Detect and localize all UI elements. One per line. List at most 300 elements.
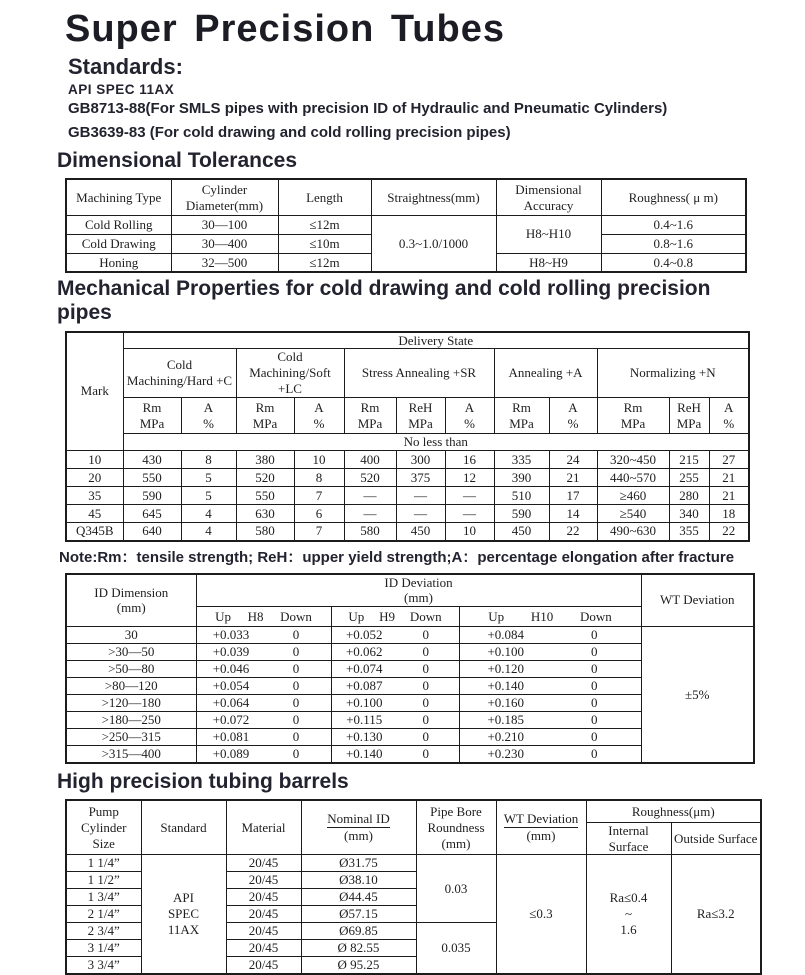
cell: 7 [294, 487, 344, 505]
up-value: +0.084 [487, 627, 525, 643]
cell: 5 [181, 469, 236, 487]
cell: 21 [709, 487, 749, 505]
unit-header [344, 398, 396, 434]
cell: Cold Rolling [66, 215, 171, 234]
column-header-material: Material [226, 800, 301, 855]
cell: 300 [396, 451, 445, 469]
subheader-h9 [331, 607, 459, 627]
cell: 27 [709, 451, 749, 469]
unit-header [181, 398, 236, 434]
column-header-machining-type: Machining Type [66, 179, 171, 215]
page-title: Super Precision Tubes [65, 8, 505, 50]
down-value: 0 [292, 627, 300, 643]
up-value: +0.074 [345, 661, 383, 677]
table-row [66, 855, 761, 872]
cell: 630 [236, 505, 294, 523]
standard-line: SPEC [167, 906, 200, 922]
table-header-row [66, 179, 746, 215]
cell: 0.8~1.6 [601, 234, 746, 253]
cell: 280 [669, 487, 709, 505]
subheader-label: Down [409, 608, 442, 624]
cell: 375 [396, 469, 445, 487]
unit-bottom: MPa [620, 415, 646, 431]
unit-bottom: MPa [676, 415, 702, 431]
deviation-cell [196, 746, 331, 763]
cell: ≥460 [597, 487, 669, 505]
unit-header [494, 398, 549, 434]
header-line: ID Dimension [94, 584, 169, 600]
deviation-cell [331, 746, 459, 763]
subheader-h10 [459, 607, 641, 627]
up-value: +0.210 [487, 729, 525, 745]
cell: — [445, 487, 494, 505]
cell: ≥540 [597, 505, 669, 523]
deviation-cell [459, 661, 641, 678]
cell: 30—100 [171, 215, 278, 234]
unit-header [709, 398, 749, 434]
roundness-cell: 0.03 [416, 855, 496, 922]
cell: 6 [294, 505, 344, 523]
subheader-label: Down [579, 608, 612, 624]
column-header-pipe-bore-roundness: Pipe Bore Roundness (mm) [416, 800, 496, 855]
size-cell: 1 1/2” [66, 872, 141, 889]
column-header-internal-surface: Internal Surface [586, 822, 671, 855]
deviation-cell [196, 644, 331, 661]
deviation-cell [196, 695, 331, 712]
cell: Cold Drawing [66, 234, 171, 253]
unit-bottom: % [567, 415, 579, 431]
unit-bottom: % [464, 415, 475, 431]
unit-bottom: % [203, 415, 214, 431]
down-value: 0 [292, 695, 300, 711]
cell: — [344, 505, 396, 523]
down-value: 0 [292, 678, 300, 694]
group-header-cold-machining-soft: Cold Machining/Soft +LC [236, 349, 344, 398]
nominal-id-cell: Ø31.75 [301, 855, 416, 872]
deviation-cell [331, 695, 459, 712]
dimension-cell: 30 [66, 627, 196, 644]
down-value: 0 [422, 627, 429, 643]
cell: — [344, 487, 396, 505]
standard-gb8713: GB8713-88(For SMLS pipes with precision ID of Hydraulic and Pneumatic Cylinders) [68, 99, 668, 117]
up-value: +0.039 [212, 644, 250, 660]
down-value: 0 [591, 712, 598, 728]
deviation-cell [459, 644, 641, 661]
table-row [66, 505, 749, 523]
cell: 340 [669, 505, 709, 523]
header-line: (mm) [404, 590, 433, 606]
cell: 8 [181, 451, 236, 469]
column-header-delivery-state: Delivery State [123, 332, 749, 349]
unit-top: A [724, 399, 734, 415]
up-value: +0.089 [212, 746, 250, 762]
subheader-label: Up [215, 608, 231, 624]
material-cell: 20/45 [226, 956, 301, 973]
subheader-label: Up [348, 608, 365, 624]
table-header-row [66, 398, 749, 434]
unit-header [294, 398, 344, 434]
material-cell: 20/45 [226, 922, 301, 939]
internal-roughness-cell [586, 855, 671, 974]
deviation-cell [459, 695, 641, 712]
dimension-cell: >50—80 [66, 661, 196, 678]
up-value: +0.100 [345, 695, 383, 711]
deviation-cell [459, 729, 641, 746]
cell: — [445, 505, 494, 523]
unit-top: Rm [142, 399, 162, 415]
up-value: +0.130 [345, 729, 383, 745]
cell: 0.4~0.8 [601, 253, 746, 272]
unit-top: ReH [408, 399, 433, 415]
cell: Honing [66, 253, 171, 272]
standard-cell [141, 855, 226, 974]
table-row [66, 523, 749, 541]
unit-header [396, 398, 445, 434]
down-value: 0 [292, 729, 300, 745]
cell: 580 [236, 523, 294, 541]
down-value: 0 [591, 678, 598, 694]
mark-cell: 45 [66, 505, 123, 523]
cell: 440~570 [597, 469, 669, 487]
subheader-h8 [196, 607, 331, 627]
up-value: +0.185 [487, 712, 525, 728]
cell: 450 [396, 523, 445, 541]
up-value: +0.115 [346, 712, 383, 728]
dimension-cell: >120—180 [66, 695, 196, 712]
column-header-id-deviation [196, 574, 641, 607]
header-line: WT Deviation [503, 811, 579, 827]
unit-header [669, 398, 709, 434]
mark-cell: 20 [66, 469, 123, 487]
cell: 590 [123, 487, 181, 505]
dimension-cell: >180—250 [66, 712, 196, 729]
cell: 520 [344, 469, 396, 487]
cell: 490~630 [597, 523, 669, 541]
cell: 520 [236, 469, 294, 487]
up-value: +0.064 [212, 695, 250, 711]
column-header-straightness: Straightness(mm) [371, 179, 496, 215]
group-header-cold-machining-hard: Cold Machining/Hard +C [123, 349, 236, 398]
cell: 4 [181, 523, 236, 541]
mark-cell: Q345B [66, 523, 123, 541]
deviation-cell [196, 712, 331, 729]
standards-label: Standards: [68, 53, 183, 79]
cell: 22 [549, 523, 597, 541]
column-header-dimensional-accuracy: Dimensional Accuracy [496, 179, 601, 215]
up-value: +0.140 [487, 678, 525, 694]
group-header-normalizing: Normalizing +N [597, 349, 749, 398]
up-value: +0.062 [345, 644, 383, 660]
table-header-row [66, 574, 754, 607]
cell-accuracy: H8~H10 [496, 215, 601, 253]
unit-bottom: MPa [509, 415, 534, 431]
table-header-row [66, 332, 749, 349]
cell: 10 [445, 523, 494, 541]
roundness-cell: 0.035 [416, 922, 496, 973]
nominal-id-cell: Ø69.85 [301, 922, 416, 939]
cell: 320~450 [597, 451, 669, 469]
cell: 22 [709, 523, 749, 541]
material-cell: 20/45 [226, 872, 301, 889]
subheader-label: H9 [379, 608, 395, 624]
deviation-cell [331, 729, 459, 746]
unit-top: Rm [623, 399, 643, 415]
up-value: +0.046 [212, 661, 250, 677]
down-value: 0 [591, 746, 598, 762]
unit-bottom: MPa [408, 415, 433, 431]
section-heading-tubing-barrels: High precision tubing barrels [57, 770, 349, 794]
cell: 5 [181, 487, 236, 505]
unit-top: A [203, 399, 214, 415]
up-value: +0.081 [212, 729, 250, 745]
table-header-row [66, 434, 749, 451]
group-header-stress-annealing: Stress Annealing +SR [344, 349, 494, 398]
mark-cell: 35 [66, 487, 123, 505]
cell: ≤12m [278, 215, 371, 234]
cell: 580 [344, 523, 396, 541]
deviation-cell [459, 712, 641, 729]
cell: 32—500 [171, 253, 278, 272]
down-value: 0 [292, 746, 300, 762]
up-value: +0.072 [212, 712, 250, 728]
unit-top: Rm [512, 399, 531, 415]
down-value: 0 [292, 644, 300, 660]
material-cell: 20/45 [226, 906, 301, 923]
up-value: +0.087 [345, 678, 383, 694]
table-row [66, 469, 749, 487]
cell: 430 [123, 451, 181, 469]
table-header-row [66, 349, 749, 398]
deviation-cell [196, 627, 331, 644]
column-header-pump-cylinder-size: Pump Cylinder Size [66, 800, 141, 855]
mechanical-properties-note: Note:Rm：tensile strength; ReH：upper yield strength;A：percentage elongation after fracture [59, 548, 735, 566]
mark-cell: 10 [66, 451, 123, 469]
cell: 640 [123, 523, 181, 541]
subheader-label: Down [280, 608, 312, 624]
column-header-roughness: Roughness(μm) [586, 800, 761, 822]
column-header-nominal-id [301, 800, 416, 855]
cell: 450 [494, 523, 549, 541]
down-value: 0 [422, 729, 429, 745]
nominal-id-cell: Ø44.45 [301, 889, 416, 906]
cell: ≤12m [278, 253, 371, 272]
cell: 21 [549, 469, 597, 487]
down-value: 0 [591, 661, 598, 677]
size-cell: 3 1/4” [66, 939, 141, 956]
unit-top: A [568, 399, 578, 415]
subheader-label: Up [488, 608, 505, 624]
cell: 510 [494, 487, 549, 505]
section-heading-dimensional-tolerances: Dimensional Tolerances [57, 149, 298, 173]
standard-line: API [173, 890, 194, 906]
size-cell: 3 3/4” [66, 956, 141, 973]
up-value: +0.160 [487, 695, 525, 711]
roughness-line: 1.6 [620, 921, 637, 937]
cell: 7 [294, 523, 344, 541]
unit-bottom: % [313, 415, 325, 431]
unit-top: A [464, 399, 475, 415]
up-value: +0.100 [487, 644, 525, 660]
column-header-cylinder-diameter: Cylinder Diameter(mm) [171, 179, 278, 215]
outside-roughness-cell: Ra≤3.2 [671, 855, 761, 974]
subheader-label: H10 [530, 608, 554, 624]
material-cell: 20/45 [226, 939, 301, 956]
material-cell: 20/45 [226, 889, 301, 906]
group-header-annealing: Annealing +A [494, 349, 597, 398]
column-header-standard: Standard [141, 800, 226, 855]
column-header-mark: Mark [66, 332, 123, 451]
cell: 645 [123, 505, 181, 523]
dimensional-tolerances-table [65, 178, 747, 273]
dimension-cell: >250—315 [66, 729, 196, 746]
nominal-id-cell: Ø 95.25 [301, 956, 416, 973]
cell: 400 [344, 451, 396, 469]
header-line: Nominal ID [327, 811, 390, 827]
table-header-row [66, 800, 761, 822]
header-line: (mm) [526, 828, 556, 844]
cell: — [396, 487, 445, 505]
wt-deviation-cell: ≤0.3 [496, 855, 586, 974]
unit-top: A [314, 399, 324, 415]
down-value: 0 [591, 644, 598, 660]
table-row [66, 487, 749, 505]
down-value: 0 [422, 678, 429, 694]
cell: 0.4~1.6 [601, 215, 746, 234]
down-value: 0 [422, 712, 429, 728]
up-value: +0.052 [345, 627, 383, 643]
nominal-id-cell: Ø57.15 [301, 906, 416, 923]
wt-deviation-cell: ±5% [641, 627, 754, 763]
header-line: (mm) [116, 600, 146, 616]
id-deviation-table [65, 573, 755, 765]
cell-accuracy: H8~H9 [496, 253, 601, 272]
nominal-id-cell: Ø 82.55 [301, 939, 416, 956]
deviation-cell [459, 627, 641, 644]
roughness-line: ~ [624, 906, 633, 922]
unit-bottom: MPa [139, 415, 165, 431]
standard-line: 11AX [167, 921, 200, 937]
unit-header [597, 398, 669, 434]
cell: — [396, 505, 445, 523]
size-cell: 1 3/4” [66, 889, 141, 906]
cell: 30—400 [171, 234, 278, 253]
down-value: 0 [292, 661, 300, 677]
deviation-cell [331, 712, 459, 729]
nominal-id-cell: Ø38.10 [301, 872, 416, 889]
dimension-cell: >30—50 [66, 644, 196, 661]
deviation-cell [196, 661, 331, 678]
cell: 14 [549, 505, 597, 523]
up-value: +0.120 [487, 661, 525, 677]
size-cell: 1 1/4” [66, 855, 141, 872]
down-value: 0 [422, 746, 429, 762]
cell: 255 [669, 469, 709, 487]
unit-top: Rm [255, 399, 275, 415]
column-header-wt-deviation: WT Deviation [641, 574, 754, 627]
column-header-length: Length [278, 179, 371, 215]
cell: ≤10m [278, 234, 371, 253]
threshold-header: No less than [123, 434, 749, 451]
cell: 8 [294, 469, 344, 487]
cell: 215 [669, 451, 709, 469]
deviation-cell [459, 678, 641, 695]
dimension-cell: >315—400 [66, 746, 196, 763]
up-value: +0.230 [487, 746, 525, 762]
cell: 390 [494, 469, 549, 487]
cell: 21 [709, 469, 749, 487]
down-value: 0 [591, 627, 598, 643]
cell: 380 [236, 451, 294, 469]
down-value: 0 [591, 695, 598, 711]
cell: 24 [549, 451, 597, 469]
deviation-cell [459, 746, 641, 763]
cell: 590 [494, 505, 549, 523]
cell: 335 [494, 451, 549, 469]
size-cell: 2 1/4” [66, 906, 141, 923]
cell-straightness: 0.3~1.0/1000 [371, 215, 496, 272]
table-row [66, 215, 746, 234]
mechanical-properties-table [65, 331, 750, 542]
deviation-cell [196, 678, 331, 695]
cell: 355 [669, 523, 709, 541]
up-value: +0.140 [345, 746, 383, 762]
unit-header [549, 398, 597, 434]
cell: 18 [709, 505, 749, 523]
down-value: 0 [422, 661, 429, 677]
material-cell: 20/45 [226, 855, 301, 872]
column-header-wt-deviation [496, 800, 586, 855]
unit-bottom: MPa [252, 415, 278, 431]
section-heading-mechanical-properties: Mechanical Properties for cold drawing and cold rolling precision pipes [57, 277, 711, 325]
deviation-cell [331, 661, 459, 678]
size-cell: 2 3/4” [66, 922, 141, 939]
roughness-line: Ra≤0.4 [609, 890, 648, 906]
cell: 550 [236, 487, 294, 505]
column-header-id-dimension [66, 574, 196, 627]
down-value: 0 [591, 729, 598, 745]
deviation-cell [331, 627, 459, 644]
down-value: 0 [422, 644, 429, 660]
deviation-cell [331, 644, 459, 661]
unit-top: ReH [677, 399, 701, 415]
unit-header [123, 398, 181, 434]
unit-top: Rm [360, 399, 380, 415]
cell: 4 [181, 505, 236, 523]
cell: 12 [445, 469, 494, 487]
table-row [66, 451, 749, 469]
unit-header [236, 398, 294, 434]
unit-bottom: MPa [357, 415, 383, 431]
cell: 550 [123, 469, 181, 487]
down-value: 0 [292, 712, 300, 728]
cell: 16 [445, 451, 494, 469]
column-header-outside-surface: Outside Surface [671, 822, 761, 855]
cell: 17 [549, 487, 597, 505]
down-value: 0 [422, 695, 429, 711]
dimension-cell: >80—120 [66, 678, 196, 695]
column-header-roughness: Roughness( μ m) [601, 179, 746, 215]
unit-header [445, 398, 494, 434]
header-line: ID Deviation [384, 574, 453, 590]
tubing-barrels-table [65, 799, 762, 974]
unit-bottom: % [723, 415, 735, 431]
up-value: +0.033 [212, 627, 250, 643]
subheader-label: H8 [247, 608, 264, 624]
standard-api-spec: API SPEC 11AX [68, 81, 175, 97]
header-line: (mm) [344, 828, 373, 844]
table-row [66, 627, 754, 644]
deviation-cell [331, 678, 459, 695]
